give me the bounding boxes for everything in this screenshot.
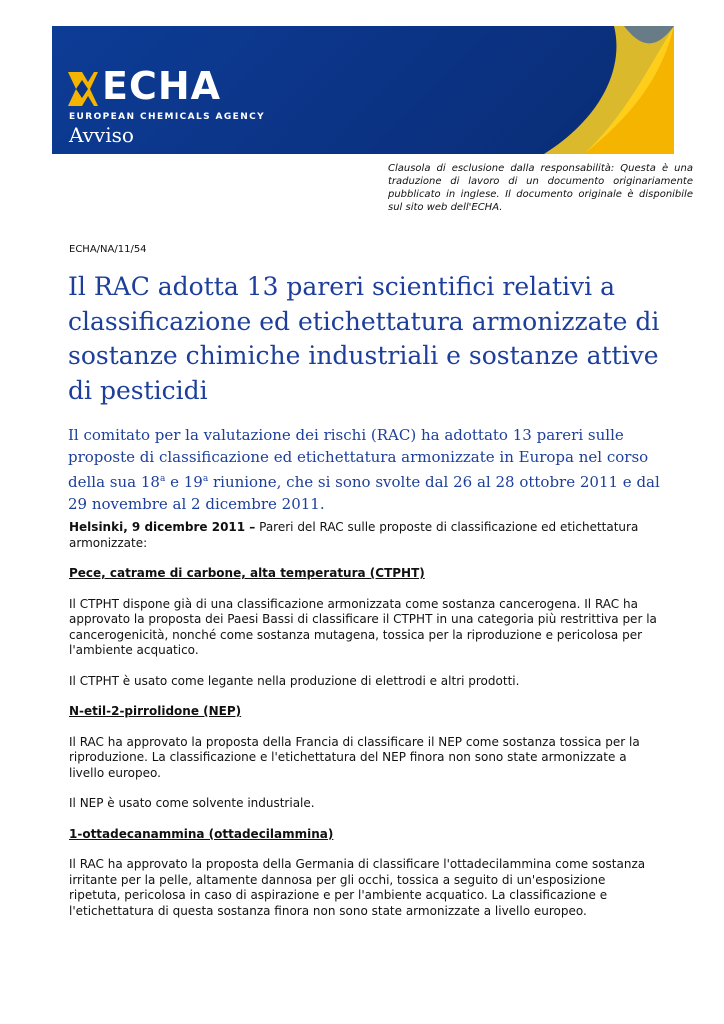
disclaimer-note: Clausola di esclusione dalla responsabilità: Questa è una traduzione di lavoro di un documento originariamente pubblicato in inglese. Il documento originale è disponibile sul sito web dell'ECHA.	[388, 163, 693, 213]
dateline: Helsinki, 9 dicembre 2011 –	[69, 520, 256, 534]
intro-paragraph: Helsinki, 9 dicembre 2011 – Pareri del RAC sulle proposte di classificazione ed etichettatura armonizzate:	[69, 520, 639, 550]
section-heading: 1-ottadecanammina (ottadecilammina)	[69, 826, 334, 841]
body-text	[69, 520, 659, 934]
page-title: Il RAC adotta 13 pareri scientifici relativi a classificazione ed etichettatura armonizzate di sostanze chimiche industriali e sostanze attive di pesticidi	[68, 272, 660, 405]
section-heading: Pece, catrame di carbone, alta temperatura (CTPHT)	[69, 566, 425, 580]
paragraph: Il NEP è usato come solvente industriale.	[69, 796, 315, 810]
paragraph: Il CTPHT è usato come legante nella produzione di elettrodi e altri prodotti.	[69, 673, 520, 688]
paragraph: Il RAC ha approvato la proposta della Francia di classificare il NEP come sostanza tossica per la riproduzione. La classificazione e l'etichettatura del NEP finora non sono state armonizzate a livello europeo.	[69, 734, 640, 780]
paragraph: Il RAC ha approvato la proposta della Germania di classificare l'ottadecilammina come sostanza irritante per la pelle, altamente dannosa per gli occhi, tossica a seguito di un'esposizione ripetuta, pericolosa in caso di aspirazione e per l'ambiente acquatico. La classificazione e l'etichettatura di questa sostanza finora non sono state armonizzate a livello europeo.	[69, 857, 646, 918]
paragraph: Il CTPHT dispone già di una classificazione armonizzata come sostanza cancerogena. Il RAC ha approvato la proposta dei Paesi Bassi di classificare il CTPHT in una categoria più restrittiva per la cancerogenicità, nonché come sostanza mutagena, tossica per la riproduzione e pericolosa per l'ambiente acquatico.	[69, 596, 657, 657]
reference-number: ECHA/NA/11/54	[69, 244, 147, 255]
logo-subtitle: EUROPEAN CHEMICALS AGENCY	[69, 112, 266, 122]
echa-logo-mark-icon	[68, 72, 98, 106]
page-subtitle: Il comitato per la valutazione dei rischi (RAC) ha adottato 13 pareri sulle proposte di classificazione ed etichettatura armonizzate in Europa nel corso della sua 18$^a$ e 19$^a$ riunione, che si sono svolte dal 26 al 28 ottobre 2011 e dal 29 novembre al 2 dicembre 2011.	[68, 426, 660, 513]
yellow-swoosh-decoration	[474, 26, 674, 154]
document-type: Avviso	[69, 123, 134, 147]
header-banner	[52, 26, 674, 154]
section-heading: N-etil-2-pirrolidone (NEP)	[69, 704, 242, 718]
logo-text: ECHA	[102, 64, 222, 108]
